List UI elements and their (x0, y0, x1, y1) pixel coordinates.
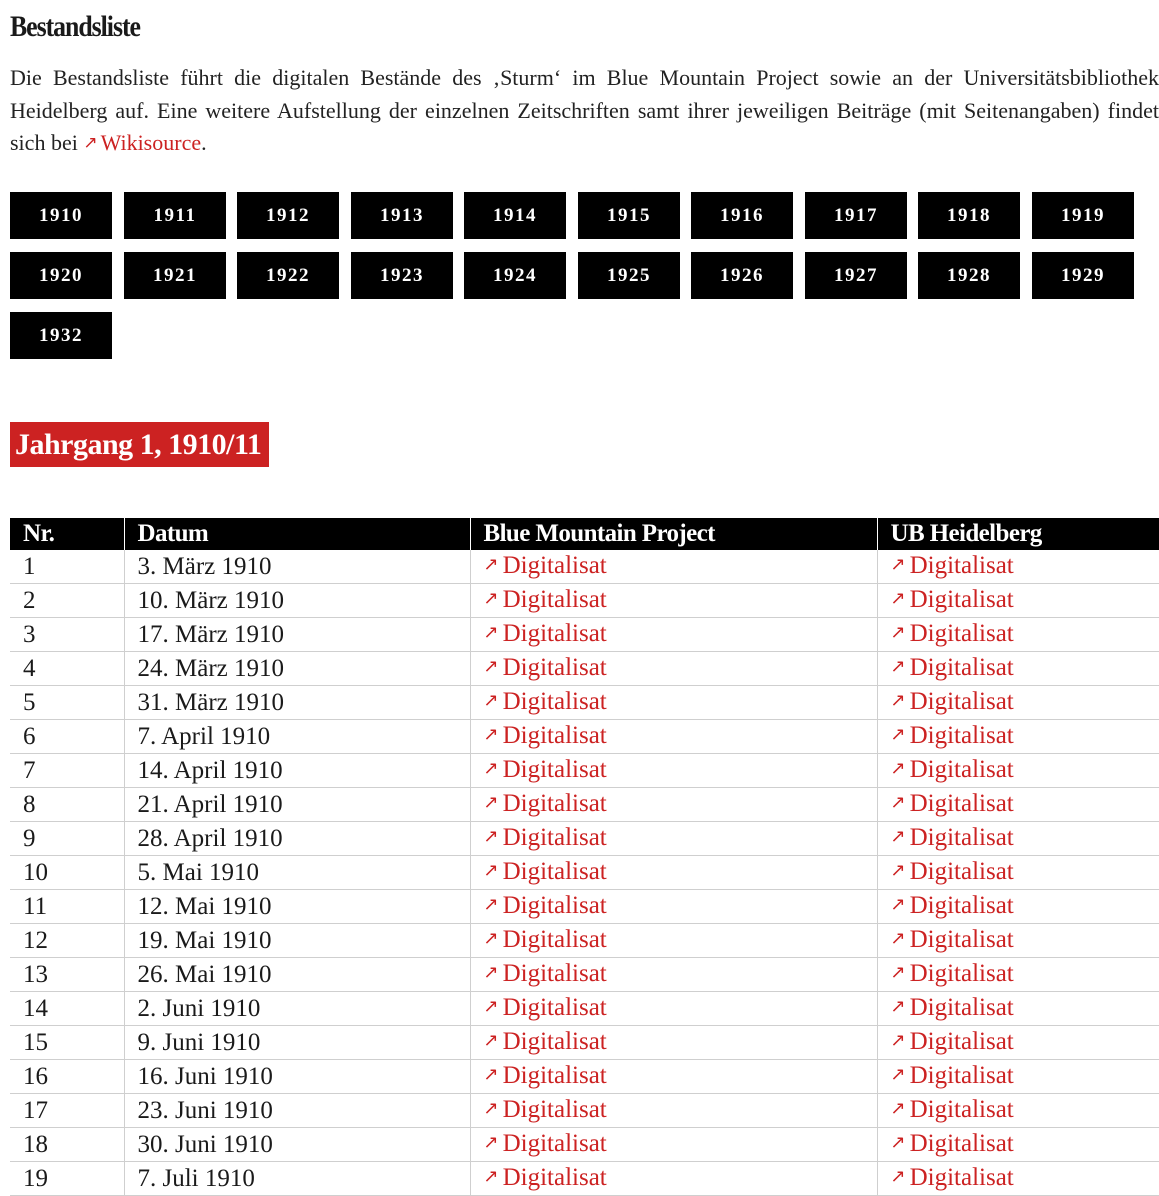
intro-text: Die Bestandsliste führt die digitalen Bestände des ‚Sturm‘ im Blue Mountain Project sowie an der Universitätsbibliothek Heidelberg auf. Eine weitere Aufstellung der einzelnen Zeitschriften samt ihrer jeweiligen Beiträge (mit Seitenangaben) findet sich bei (10, 65, 1159, 155)
digitalisat-label: Digitalisat (909, 994, 1014, 1021)
external-link-arrow-icon: ↗ (890, 928, 906, 949)
blue-mountain-digitalisat-link[interactable] (484, 688, 607, 715)
blue-mountain-digitalisat-link[interactable] (484, 1062, 607, 1089)
cell-datum: 28. April 1910 (124, 822, 470, 856)
digitalisat-label: Digitalisat (502, 756, 607, 783)
blue-mountain-digitalisat-link[interactable] (484, 552, 607, 579)
year-button-1919[interactable]: 1919 (1032, 192, 1134, 239)
cell-ub-heidelberg (877, 652, 1159, 686)
cell-nr: 6 (10, 720, 124, 754)
table-row (10, 924, 1159, 958)
cell-ub-heidelberg (877, 550, 1159, 584)
cell-blue-mountain (470, 1128, 877, 1162)
external-link-arrow-icon: ↗ (83, 133, 98, 153)
external-link-arrow-icon: ↗ (483, 962, 499, 983)
digitalisat-label: Digitalisat (909, 1130, 1014, 1157)
cell-ub-heidelberg (877, 1162, 1159, 1196)
cell-datum: 30. Juni 1910 (124, 1128, 470, 1162)
ub-heidelberg-digitalisat-link[interactable] (891, 790, 1014, 817)
table-row (10, 618, 1159, 652)
year-button-1914[interactable]: 1914 (464, 192, 566, 239)
header-datum: Datum (124, 518, 470, 550)
external-link-arrow-icon: ↗ (483, 588, 499, 609)
digitalisat-label: Digitalisat (909, 586, 1014, 613)
digitalisat-label: Digitalisat (909, 960, 1014, 987)
intro-paragraph (10, 62, 1159, 162)
cell-datum: 12. Mai 1910 (124, 890, 470, 924)
digitalisat-label: Digitalisat (909, 620, 1014, 647)
digitalisat-label: Digitalisat (502, 722, 607, 749)
digitalisat-label: Digitalisat (502, 892, 607, 919)
cell-blue-mountain (470, 924, 877, 958)
ub-heidelberg-digitalisat-link[interactable] (891, 926, 1014, 953)
table-row (10, 1128, 1159, 1162)
cell-blue-mountain (470, 1060, 877, 1094)
wikisource-link[interactable] (83, 130, 201, 155)
cell-ub-heidelberg (877, 856, 1159, 890)
cell-blue-mountain (470, 584, 877, 618)
year-button-1924[interactable]: 1924 (464, 252, 566, 299)
blue-mountain-digitalisat-link[interactable] (484, 620, 607, 647)
ub-heidelberg-digitalisat-link[interactable] (891, 1028, 1014, 1055)
cell-nr: 14 (10, 992, 124, 1026)
table-row (10, 958, 1159, 992)
ub-heidelberg-digitalisat-link[interactable] (891, 586, 1014, 613)
cell-datum: 5. Mai 1910 (124, 856, 470, 890)
cell-ub-heidelberg (877, 1026, 1159, 1060)
cell-datum: 26. Mai 1910 (124, 958, 470, 992)
external-link-arrow-icon: ↗ (890, 724, 906, 745)
digitalisat-label: Digitalisat (909, 688, 1014, 715)
table-body (10, 550, 1159, 1196)
blue-mountain-digitalisat-link[interactable] (484, 960, 607, 987)
digitalisat-label: Digitalisat (502, 790, 607, 817)
ub-heidelberg-digitalisat-link[interactable] (891, 1164, 1014, 1191)
external-link-arrow-icon: ↗ (483, 860, 499, 881)
cell-nr: 2 (10, 584, 124, 618)
external-link-arrow-icon: ↗ (890, 962, 906, 983)
cell-blue-mountain (470, 856, 877, 890)
cell-nr: 12 (10, 924, 124, 958)
blue-mountain-digitalisat-link[interactable] (484, 722, 607, 749)
blue-mountain-digitalisat-link[interactable] (484, 892, 607, 919)
ub-heidelberg-digitalisat-link[interactable] (891, 1062, 1014, 1089)
cell-datum: 23. Juni 1910 (124, 1094, 470, 1128)
cell-blue-mountain (470, 958, 877, 992)
holdings-table (10, 518, 1159, 1196)
header-nr: Nr. (10, 518, 124, 550)
ub-heidelberg-digitalisat-link[interactable] (891, 654, 1014, 681)
digitalisat-label: Digitalisat (502, 1028, 607, 1055)
cell-blue-mountain (470, 1162, 877, 1196)
digitalisat-label: Digitalisat (502, 1164, 607, 1191)
cell-ub-heidelberg (877, 822, 1159, 856)
year-button-1916[interactable]: 1916 (691, 192, 793, 239)
cell-nr: 3 (10, 618, 124, 652)
year-button-1929[interactable]: 1929 (1032, 252, 1134, 299)
digitalisat-label: Digitalisat (502, 1130, 607, 1157)
digitalisat-label: Digitalisat (909, 1028, 1014, 1055)
year-button-1928[interactable]: 1928 (918, 252, 1020, 299)
ub-heidelberg-digitalisat-link[interactable] (891, 1130, 1014, 1157)
external-link-arrow-icon: ↗ (890, 656, 906, 677)
year-button-1926[interactable]: 1926 (691, 252, 793, 299)
external-link-arrow-icon: ↗ (890, 554, 906, 575)
cell-ub-heidelberg (877, 958, 1159, 992)
cell-blue-mountain (470, 1026, 877, 1060)
table-row (10, 822, 1159, 856)
cell-ub-heidelberg (877, 890, 1159, 924)
ub-heidelberg-digitalisat-link[interactable] (891, 688, 1014, 715)
external-link-arrow-icon: ↗ (890, 1064, 906, 1085)
external-link-arrow-icon: ↗ (483, 690, 499, 711)
external-link-arrow-icon: ↗ (483, 826, 499, 847)
external-link-arrow-icon: ↗ (890, 996, 906, 1017)
external-link-arrow-icon: ↗ (890, 588, 906, 609)
ub-heidelberg-digitalisat-link[interactable] (891, 960, 1014, 987)
header-ub-heidelberg: UB Heidelberg (877, 518, 1159, 550)
cell-ub-heidelberg (877, 584, 1159, 618)
cell-datum: 3. März 1910 (124, 550, 470, 584)
cell-datum: 9. Juni 1910 (124, 1026, 470, 1060)
cell-datum: 21. April 1910 (124, 788, 470, 822)
year-button-1932[interactable]: 1932 (10, 312, 112, 359)
ub-heidelberg-digitalisat-link[interactable] (891, 1096, 1014, 1123)
year-button-1910[interactable]: 1910 (10, 192, 112, 239)
ub-heidelberg-digitalisat-link[interactable] (891, 824, 1014, 851)
digitalisat-label: Digitalisat (502, 1062, 607, 1089)
ub-heidelberg-digitalisat-link[interactable] (891, 858, 1014, 885)
cell-blue-mountain (470, 992, 877, 1026)
table-row (10, 1162, 1159, 1196)
year-button-1913[interactable]: 1913 (351, 192, 453, 239)
table-row (10, 992, 1159, 1026)
cell-ub-heidelberg (877, 720, 1159, 754)
year-button-1927[interactable]: 1927 (805, 252, 907, 299)
external-link-arrow-icon: ↗ (483, 622, 499, 643)
ub-heidelberg-digitalisat-link[interactable] (891, 892, 1014, 919)
cell-ub-heidelberg (877, 992, 1159, 1026)
cell-blue-mountain (470, 822, 877, 856)
blue-mountain-digitalisat-link[interactable] (484, 654, 607, 681)
table-row (10, 550, 1159, 584)
cell-datum: 24. März 1910 (124, 652, 470, 686)
digitalisat-label: Digitalisat (909, 824, 1014, 851)
ub-heidelberg-digitalisat-link[interactable] (891, 552, 1014, 579)
external-link-arrow-icon: ↗ (483, 928, 499, 949)
external-link-arrow-icon: ↗ (483, 894, 499, 915)
external-link-arrow-icon: ↗ (483, 792, 499, 813)
header-blue-mountain: Blue Mountain Project (470, 518, 877, 550)
cell-datum: 2. Juni 1910 (124, 992, 470, 1026)
year-button-1921[interactable]: 1921 (124, 252, 226, 299)
cell-datum: 17. März 1910 (124, 618, 470, 652)
digitalisat-label: Digitalisat (909, 756, 1014, 783)
digitalisat-label: Digitalisat (909, 1062, 1014, 1089)
year-button-1920[interactable]: 1920 (10, 252, 112, 299)
digitalisat-label: Digitalisat (502, 926, 607, 953)
cell-blue-mountain (470, 720, 877, 754)
cell-datum: 31. März 1910 (124, 686, 470, 720)
digitalisat-label: Digitalisat (909, 722, 1014, 749)
blue-mountain-digitalisat-link[interactable] (484, 586, 607, 613)
digitalisat-label: Digitalisat (909, 892, 1014, 919)
external-link-arrow-icon: ↗ (483, 656, 499, 677)
external-link-arrow-icon: ↗ (483, 724, 499, 745)
table-row (10, 720, 1159, 754)
blue-mountain-digitalisat-link[interactable] (484, 1096, 607, 1123)
digitalisat-label: Digitalisat (502, 1096, 607, 1123)
blue-mountain-digitalisat-link[interactable] (484, 756, 607, 783)
ub-heidelberg-digitalisat-link[interactable] (891, 722, 1014, 749)
cell-nr: 7 (10, 754, 124, 788)
cell-nr: 19 (10, 1162, 124, 1196)
external-link-arrow-icon: ↗ (890, 792, 906, 813)
external-link-arrow-icon: ↗ (890, 622, 906, 643)
cell-datum: 19. Mai 1910 (124, 924, 470, 958)
blue-mountain-digitalisat-link[interactable] (484, 926, 607, 953)
cell-nr: 16 (10, 1060, 124, 1094)
external-link-arrow-icon: ↗ (890, 1098, 906, 1119)
digitalisat-label: Digitalisat (502, 824, 607, 851)
page-title: Bestandsliste (10, 10, 140, 43)
wikisource-link-label: Wikisource (100, 130, 202, 155)
digitalisat-label: Digitalisat (502, 960, 607, 987)
digitalisat-label: Digitalisat (909, 926, 1014, 953)
cell-nr: 15 (10, 1026, 124, 1060)
blue-mountain-digitalisat-link[interactable] (484, 824, 607, 851)
external-link-arrow-icon: ↗ (890, 860, 906, 881)
table-row (10, 788, 1159, 822)
digitalisat-label: Digitalisat (909, 858, 1014, 885)
cell-nr: 10 (10, 856, 124, 890)
cell-datum: 7. Juli 1910 (124, 1162, 470, 1196)
digitalisat-label: Digitalisat (502, 586, 607, 613)
external-link-arrow-icon: ↗ (890, 1132, 906, 1153)
blue-mountain-digitalisat-link[interactable] (484, 858, 607, 885)
cell-ub-heidelberg (877, 618, 1159, 652)
digitalisat-label: Digitalisat (502, 994, 607, 1021)
ub-heidelberg-digitalisat-link[interactable] (891, 620, 1014, 647)
table-row (10, 856, 1159, 890)
table-row (10, 652, 1159, 686)
digitalisat-label: Digitalisat (909, 1164, 1014, 1191)
cell-blue-mountain (470, 618, 877, 652)
cell-ub-heidelberg (877, 1094, 1159, 1128)
cell-nr: 5 (10, 686, 124, 720)
blue-mountain-digitalisat-link[interactable] (484, 1028, 607, 1055)
cell-blue-mountain (470, 686, 877, 720)
year-button-1915[interactable]: 1915 (578, 192, 680, 239)
year-button-1918[interactable]: 1918 (918, 192, 1020, 239)
ub-heidelberg-digitalisat-link[interactable] (891, 994, 1014, 1021)
cell-nr: 4 (10, 652, 124, 686)
table-row (10, 1026, 1159, 1060)
external-link-arrow-icon: ↗ (483, 1132, 499, 1153)
cell-ub-heidelberg (877, 1128, 1159, 1162)
blue-mountain-digitalisat-link[interactable] (484, 1164, 607, 1191)
year-button-1911[interactable]: 1911 (124, 192, 226, 239)
table-row (10, 584, 1159, 618)
year-button-1923[interactable]: 1923 (351, 252, 453, 299)
cell-nr: 13 (10, 958, 124, 992)
external-link-arrow-icon: ↗ (890, 690, 906, 711)
external-link-arrow-icon: ↗ (890, 758, 906, 779)
cell-datum: 7. April 1910 (124, 720, 470, 754)
table-header-row (10, 518, 1159, 550)
cell-nr: 9 (10, 822, 124, 856)
ub-heidelberg-digitalisat-link[interactable] (891, 756, 1014, 783)
cell-blue-mountain (470, 652, 877, 686)
external-link-arrow-icon: ↗ (890, 826, 906, 847)
year-button-1922[interactable]: 1922 (237, 252, 339, 299)
digitalisat-label: Digitalisat (502, 654, 607, 681)
year-button-1925[interactable]: 1925 (578, 252, 680, 299)
cell-blue-mountain (470, 1094, 877, 1128)
cell-datum: 16. Juni 1910 (124, 1060, 470, 1094)
digitalisat-label: Digitalisat (502, 620, 607, 647)
section-title: Jahrgang 1, 1910/11 (10, 422, 269, 467)
external-link-arrow-icon: ↗ (890, 894, 906, 915)
cell-ub-heidelberg (877, 924, 1159, 958)
cell-ub-heidelberg (877, 686, 1159, 720)
blue-mountain-digitalisat-link[interactable] (484, 790, 607, 817)
cell-datum: 14. April 1910 (124, 754, 470, 788)
digitalisat-label: Digitalisat (502, 688, 607, 715)
external-link-arrow-icon: ↗ (483, 1166, 499, 1187)
table-row (10, 1060, 1159, 1094)
cell-ub-heidelberg (877, 1060, 1159, 1094)
cell-nr: 1 (10, 550, 124, 584)
year-button-1917[interactable]: 1917 (805, 192, 907, 239)
blue-mountain-digitalisat-link[interactable] (484, 994, 607, 1021)
cell-blue-mountain (470, 890, 877, 924)
external-link-arrow-icon: ↗ (483, 996, 499, 1017)
table-row (10, 1094, 1159, 1128)
cell-nr: 18 (10, 1128, 124, 1162)
cell-blue-mountain (470, 550, 877, 584)
digitalisat-label: Digitalisat (502, 552, 607, 579)
external-link-arrow-icon: ↗ (890, 1166, 906, 1187)
intro-text-end: . (201, 130, 207, 155)
cell-nr: 11 (10, 890, 124, 924)
external-link-arrow-icon: ↗ (483, 1064, 499, 1085)
external-link-arrow-icon: ↗ (483, 758, 499, 779)
cell-datum: 10. März 1910 (124, 584, 470, 618)
external-link-arrow-icon: ↗ (483, 1098, 499, 1119)
cell-blue-mountain (470, 788, 877, 822)
cell-nr: 8 (10, 788, 124, 822)
year-button-1912[interactable]: 1912 (237, 192, 339, 239)
table-row (10, 754, 1159, 788)
cell-nr: 17 (10, 1094, 124, 1128)
cell-ub-heidelberg (877, 788, 1159, 822)
digitalisat-label: Digitalisat (909, 654, 1014, 681)
table-row (10, 890, 1159, 924)
cell-blue-mountain (470, 754, 877, 788)
digitalisat-label: Digitalisat (909, 790, 1014, 817)
external-link-arrow-icon: ↗ (483, 1030, 499, 1051)
external-link-arrow-icon: ↗ (890, 1030, 906, 1051)
digitalisat-label: Digitalisat (909, 552, 1014, 579)
table-row (10, 686, 1159, 720)
external-link-arrow-icon: ↗ (483, 554, 499, 575)
cell-ub-heidelberg (877, 754, 1159, 788)
blue-mountain-digitalisat-link[interactable] (484, 1130, 607, 1157)
digitalisat-label: Digitalisat (909, 1096, 1014, 1123)
digitalisat-label: Digitalisat (502, 858, 607, 885)
